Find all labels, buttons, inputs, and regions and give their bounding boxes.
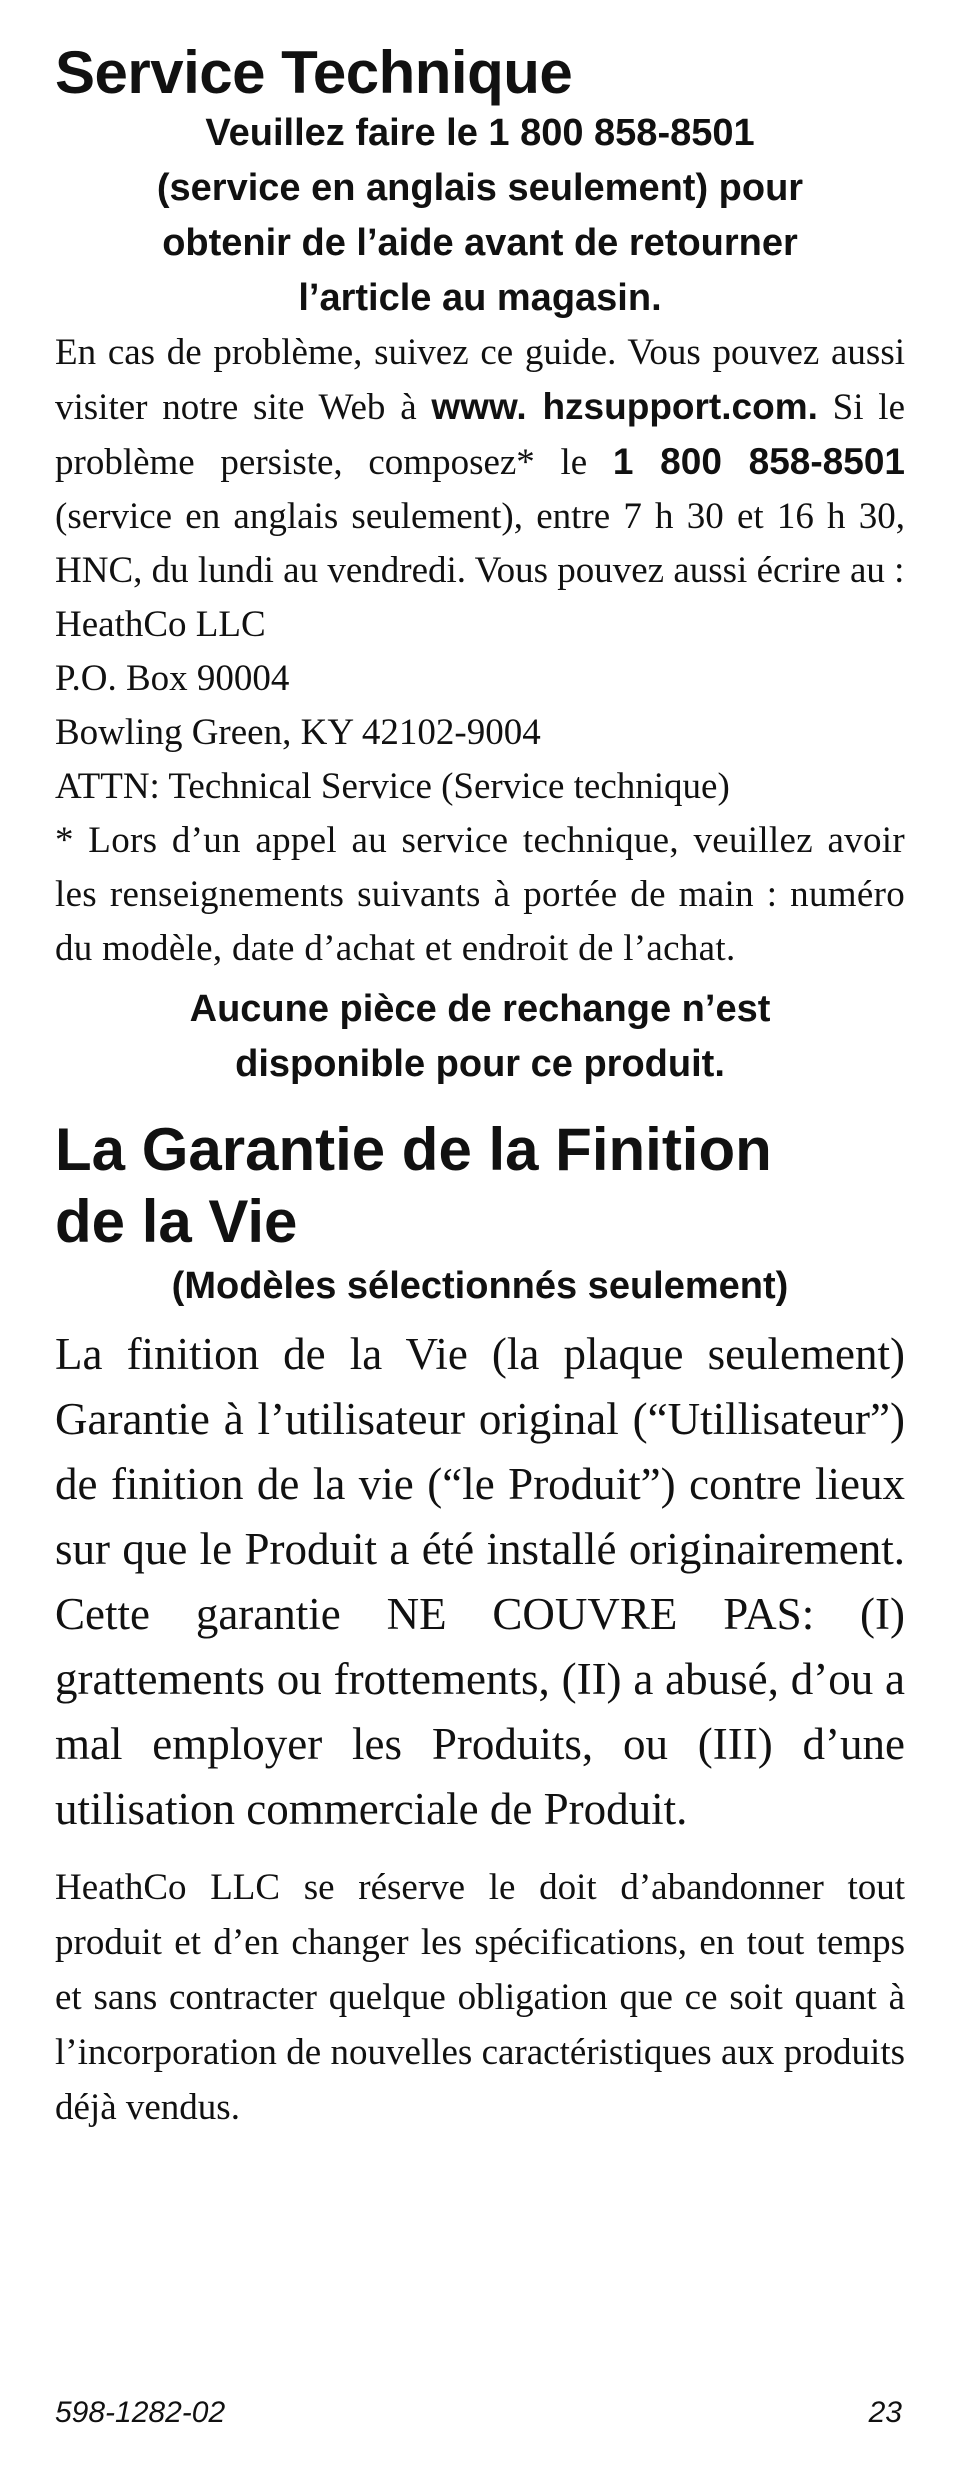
no-parts-notice	[55, 982, 905, 1092]
warranty-title	[55, 1114, 905, 1258]
intro-text: Si le problème persiste, composez* le	[55, 387, 905, 483]
website-link[interactable]: www. hzsupport.com.	[431, 386, 818, 427]
callout-line: (service en anglais seulement) pour	[156, 167, 804, 209]
service-intro	[55, 326, 905, 598]
mailing-address	[55, 598, 905, 814]
address-line: Bowling Green, KY 42102-9004	[55, 712, 541, 753]
service-callout	[55, 106, 905, 326]
warranty-reserve: HeathCo LLC se réserve le doit d’abandonner tout produit et d’en changer les spécifications, en tout temps et sans contracter quelque obligation que ce soit quant à l’incorporation de nouvelles caractéristiques aux produits déjà vendus.	[55, 1867, 905, 2128]
callout-line: obtenir de l’aide avant de retourner	[162, 222, 798, 264]
page-number: 23	[868, 2396, 902, 2429]
page-footer	[55, 2396, 902, 2430]
warranty-title-line: La Garantie de la Finition	[55, 1116, 772, 1183]
service-note: * Lors d’un appel au service technique, veuillez avoir les renseignements suivants à portée de main : numéro du modèle, date d’achat et endroit de l’achat.	[55, 820, 905, 969]
service-title: Service Technique	[55, 39, 573, 106]
warranty-body: La finition de la Vie (la plaque seulement) Garantie à l’utilisateur original (“Utillisateur”) de finition de la vie (“le Produit”) contre lieux sur que le Produit a été installé originairement. Cette garantie NE COUVRE PAS: (I) grattements ou frottements, (II) a abusé, d’ou a mal employer les Produits, ou (III) d’une utilisation commerciale de Produit.	[55, 1329, 905, 1834]
warranty-subtitle: (Modèles sélectionnés seulement)	[171, 1265, 789, 1307]
document-number: 598-1282-02	[55, 2396, 226, 2429]
address-line: ATTN: Technical Service (Service technique)	[55, 766, 730, 807]
address-line: P.O. Box 90004	[55, 658, 290, 699]
callout-line: l’article au magasin.	[298, 277, 662, 319]
address-line: HeathCo LLC	[55, 604, 266, 645]
intro-text: En cas de problème, suivez ce guide. Vous pouvez aussi visiter notre site Web à	[55, 332, 905, 428]
warranty-title-line: de la Vie	[55, 1188, 298, 1255]
notice-line: Aucune pièce de rechange n’est	[189, 988, 771, 1030]
document-page	[55, 40, 905, 2135]
notice-line: disponible pour ce produit.	[235, 1043, 725, 1085]
phone-number: 1 800 858-8501	[612, 441, 905, 482]
intro-text: (service en anglais seulement), entre 7 h 30 et 16 h 30, HNC, du lundi au vendredi. Vous pouvez aussi écrire au :	[55, 496, 905, 591]
callout-line: Veuillez faire le 1 800 858-8501	[205, 112, 755, 154]
